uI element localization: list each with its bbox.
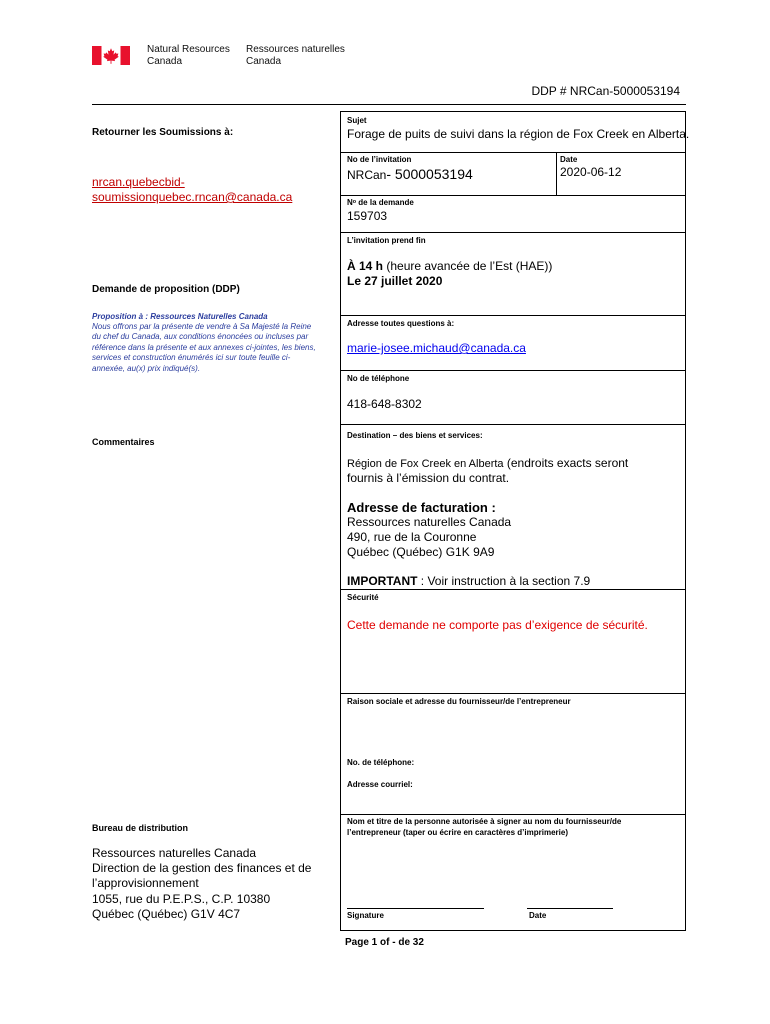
bureau-line: Direction de la gestion des finances et de — [92, 861, 312, 876]
destination-note: (endroits exacts seront — [503, 456, 629, 470]
canada-flag-icon — [92, 46, 130, 65]
bureau-line: l’approvisionnement — [92, 876, 199, 891]
closing-date: Le 27 juillet 2020 — [347, 274, 443, 288]
row-divider — [340, 195, 686, 196]
destination-line1 — [347, 456, 628, 472]
proposal-text: Nous offrons par la présente de vendre à Sa Majesté la Reine du chef du Canada, aux conditions énoncées ou incluses par référence dans la présente et aux annexes ci-jointes, les biens, services et construction énumérés ici sur toute feuille ci-annexée, au(x) prix indiqué(s). — [92, 322, 316, 373]
row-divider — [340, 315, 686, 316]
bureau-address — [92, 846, 332, 922]
phone-label: No de téléphone — [347, 374, 410, 383]
supplier-email-label: Adresse courriel: — [347, 780, 413, 789]
column-divider — [556, 152, 557, 195]
signature-date-label: Date — [529, 911, 547, 920]
subject-value: Forage de puits de suivi dans la région de Fox Creek en Alberta. — [347, 127, 690, 141]
bureau-line: 1055, rue du P.E.P.S., C.P. 10380 — [92, 891, 271, 906]
subject-label: Sujet — [347, 116, 367, 125]
ddp-number: DDP # NRCan-5000053194 — [531, 84, 680, 98]
dept-en-line2: Canada — [147, 56, 183, 67]
proposal-title: Proposition à : Ressources Naturelles Canada — [92, 312, 268, 321]
row-divider — [340, 424, 686, 425]
signature-date-line[interactable] — [527, 908, 613, 909]
row-divider — [340, 232, 686, 233]
dept-fr-line1: Ressources naturelles — [246, 44, 345, 55]
return-email-line2[interactable]: soumissionquebec.rncan@canada.ca — [92, 190, 293, 204]
header-divider — [92, 104, 686, 105]
important-rest: : Voir instruction à la section 7.9 — [417, 574, 591, 588]
invitation-number: - 5000053194 — [386, 166, 473, 182]
row-divider — [340, 693, 686, 694]
bureau-line: Québec (Québec) G1V 4C7 — [92, 906, 241, 921]
bureau-label: Bureau de distribution — [92, 823, 189, 833]
closing-label: L’invitation prend fin — [347, 236, 426, 245]
phone-value: 418-648-8302 — [347, 397, 422, 411]
dept-fr-line2: Canada — [246, 56, 282, 67]
destination-label: Destination – des biens et services: — [347, 431, 483, 440]
signature-label: Signature — [347, 911, 384, 920]
security-value: Cette demande ne comporte pas d’exigence de sécurité. — [347, 618, 648, 632]
signatory-label-line1: Nom et titre de la personne autorisée à signer au nom du fournisseur/de — [347, 817, 622, 826]
date-label: Date — [560, 155, 578, 164]
page-number: Page 1 of - de 32 — [345, 937, 424, 948]
row-divider — [340, 589, 686, 590]
comments-label: Commentaires — [92, 437, 155, 447]
destination-region: Région de Fox Creek en Alberta — [347, 458, 504, 470]
return-submissions-label: Retourner les Soumissions à: — [92, 127, 234, 138]
row-divider — [340, 152, 686, 153]
closing-time-bold: À 14 h — [347, 259, 384, 273]
department-name-english — [147, 44, 230, 68]
bureau-line: Ressources naturelles Canada — [92, 846, 257, 860]
request-number-label: Nᵒ de la demande — [347, 198, 414, 207]
security-label: Sécurité — [347, 593, 379, 602]
destination-line2: fournis à l’émission du contrat. — [347, 471, 510, 485]
important-note — [347, 574, 590, 589]
signature-line[interactable] — [347, 908, 484, 909]
billing-line: Québec (Québec) G1K 9A9 — [347, 545, 495, 559]
signatory-label-line2: l’entrepreneur (taper ou écrire en caractères d’imprimerie) — [347, 828, 568, 837]
supplier-phone-label: No. de téléphone: — [347, 758, 415, 767]
invitation-value — [347, 167, 473, 183]
invitation-prefix: NRCan — [347, 168, 387, 182]
questions-label: Adresse toutes questions à: — [347, 319, 455, 328]
row-divider — [340, 814, 686, 815]
questions-email-link[interactable]: marie-josee.michaud@canada.ca — [347, 341, 526, 355]
date-value: 2020-06-12 — [560, 165, 622, 179]
billing-title: Adresse de facturation : — [347, 500, 496, 515]
department-name-french — [246, 44, 345, 68]
supplier-label: Raison sociale et adresse du fournisseur/de l’entrepreneur — [347, 697, 571, 706]
ddp-label: Demande de proposition (DDP) — [92, 284, 240, 295]
billing-line: Ressources naturelles Canada — [347, 515, 512, 529]
dept-en-line1: Natural Resources — [147, 44, 230, 55]
return-email-link[interactable] — [92, 175, 292, 205]
invitation-label: No de l’invitation — [347, 155, 412, 164]
closing-time-rest: (heure avancée de l’Est (HAE)) — [383, 259, 553, 273]
request-number-value: 159703 — [347, 209, 388, 223]
billing-line: 490, rue de la Couronne — [347, 530, 477, 544]
closing-time — [347, 259, 552, 274]
important-bold: IMPORTANT — [347, 574, 418, 588]
row-divider — [340, 370, 686, 371]
return-email-line1[interactable]: nrcan.quebecbid- — [92, 175, 185, 189]
